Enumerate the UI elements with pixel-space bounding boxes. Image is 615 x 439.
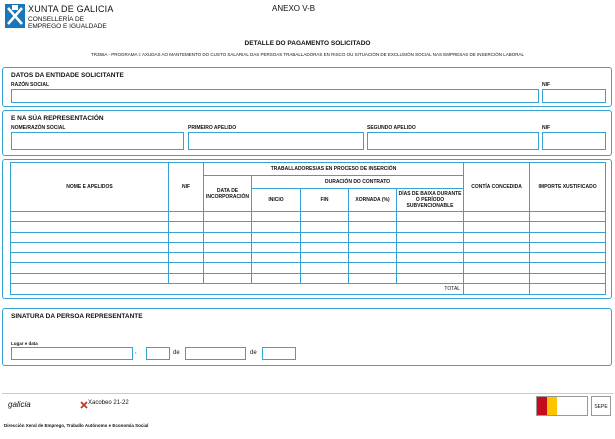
col-start-header: INICIO (252, 189, 301, 212)
table-cell[interactable] (169, 212, 204, 222)
total-label: TOTAL (11, 284, 464, 295)
col-incorporation-header: DATA DE INCORPORACIÓN (204, 176, 252, 212)
table-cell[interactable] (204, 273, 252, 283)
table-cell[interactable] (301, 212, 349, 222)
rep-second-surname-field[interactable] (367, 132, 539, 150)
table-cell[interactable] (169, 273, 204, 283)
table-cell[interactable] (204, 253, 252, 263)
representation-section (2, 110, 612, 156)
table-cell[interactable] (252, 232, 301, 242)
procedure-description: TR356A - PROGRAMA I: AXUDAS AO MANTEMENTO DO CUSTO SALARIAL DAS PERSOAS TRABALLADORAS EN RISCO OU SITUACIÓN DE EXCLUSIÓN SOCIAL NAS EMPRESAS DE INSERCIÓN LABORAL (90, 52, 525, 57)
xunta-logo-icon (4, 3, 26, 29)
table-row (11, 273, 606, 283)
table-cell[interactable] (11, 232, 169, 242)
xacobeo-logo: Xacobeo 21-22 (88, 400, 129, 406)
table-cell[interactable] (397, 232, 464, 242)
group-header: TRABALLADORES/AS EN PROCESO DE INSERCIÓN (204, 163, 464, 176)
table-cell[interactable] (204, 232, 252, 242)
comma-separator: , (135, 349, 137, 355)
table-cell[interactable] (397, 253, 464, 263)
entity-section-title: DATOS DA ENTIDADE SOLICITANTE (11, 72, 124, 79)
rep-nif-label: NIF (542, 125, 551, 131)
table-cell[interactable] (11, 222, 169, 232)
table-cell[interactable] (252, 273, 301, 283)
brand-name: XUNTA DE GALICIA (28, 4, 114, 14)
table-cell[interactable] (301, 232, 349, 242)
table-row (11, 263, 606, 273)
table-cell[interactable] (349, 242, 397, 252)
table-cell[interactable] (397, 263, 464, 273)
xacobeo-logo-icon (80, 401, 88, 409)
table-cell[interactable] (349, 232, 397, 242)
table-cell[interactable] (252, 242, 301, 252)
signature-section (2, 308, 612, 366)
table-row (11, 212, 606, 222)
table-cell[interactable] (349, 253, 397, 263)
table-cell[interactable] (530, 222, 606, 232)
table-cell[interactable] (169, 253, 204, 263)
total-granted-cell[interactable] (464, 284, 530, 295)
directorate-text: Dirección Xeral de Emprego, Traballo Autónomo e Economía Social (4, 423, 149, 428)
table-cell[interactable] (464, 273, 530, 283)
table-cell[interactable] (397, 212, 464, 222)
table-row (11, 222, 606, 232)
table-cell[interactable] (11, 212, 169, 222)
table-cell[interactable] (301, 263, 349, 273)
galicia-logo: galicia (8, 400, 31, 409)
entity-nif-field[interactable] (542, 89, 606, 103)
place-field[interactable] (11, 347, 133, 360)
table-cell[interactable] (464, 242, 530, 252)
month-field[interactable] (185, 347, 246, 360)
table-cell[interactable] (397, 222, 464, 232)
table-row (11, 232, 606, 242)
table-cell[interactable] (252, 263, 301, 273)
business-name-label: RAZÓN SOCIAL (11, 82, 50, 88)
table-cell[interactable] (349, 273, 397, 283)
table-cell[interactable] (530, 253, 606, 263)
annex-label: ANEXO V-B (272, 4, 316, 13)
entity-nif-label: NIF (542, 82, 551, 88)
table-cell[interactable] (301, 242, 349, 252)
rep-second-surname-label: SEGUNDO APELIDO (367, 125, 416, 131)
col-end-header: FIN (301, 189, 349, 212)
table-cell[interactable] (464, 232, 530, 242)
col-justified-header: IMPORTE XUSTIFICADO (530, 163, 606, 212)
total-justified-cell[interactable] (530, 284, 606, 295)
footer-divider (2, 393, 613, 394)
table-cell[interactable] (11, 273, 169, 283)
business-name-field[interactable] (11, 89, 539, 103)
signature-section-title: SINATURA DA PERSOA REPRESENTANTE (11, 313, 143, 320)
rep-name-field[interactable] (11, 132, 184, 150)
table-cell[interactable] (204, 212, 252, 222)
table-cell[interactable] (204, 242, 252, 252)
department-line-1: CONSELLERÍA DE (28, 16, 84, 23)
table-cell[interactable] (349, 263, 397, 273)
table-cell[interactable] (464, 222, 530, 232)
table-cell[interactable] (252, 253, 301, 263)
page-title: DETALLE DO PAGAMENTO SOLICITADO (244, 40, 371, 47)
of-separator-1: de (173, 350, 180, 356)
table-cell[interactable] (530, 232, 606, 242)
entity-section (2, 67, 612, 107)
table-cell[interactable] (464, 212, 530, 222)
col-nif-header: NIF (169, 163, 204, 212)
of-separator-2: de (250, 350, 257, 356)
workers-table (10, 162, 606, 295)
table-cell[interactable] (530, 263, 606, 273)
col-workday-header: XORNADA (%) (349, 189, 397, 212)
rep-first-surname-label: PRIMEIRO APELIDO (188, 125, 237, 131)
table-cell[interactable] (169, 263, 204, 273)
table-cell[interactable] (301, 222, 349, 232)
col-name-header: NOME E APELIDOS (11, 163, 169, 212)
table-cell[interactable] (349, 222, 397, 232)
table-cell[interactable] (301, 253, 349, 263)
col-leave-header: DÍAS DE BAIXA DURANTE O PERÍODO SUBVENCIONABLE (397, 189, 464, 212)
table-cell[interactable] (204, 263, 252, 273)
table-row (11, 242, 606, 252)
rep-nif-field[interactable] (542, 132, 606, 150)
rep-name-label: NOME/RAZÓN SOCIAL (11, 125, 66, 131)
table-cell[interactable] (301, 273, 349, 283)
place-date-label: Lugar e data (11, 341, 38, 346)
duration-header: DURACIÓN DO CONTRATO (252, 176, 464, 189)
year-field[interactable] (262, 347, 296, 360)
col-granted-header: CONTÍA CONCEDIDA (464, 163, 530, 212)
table-cell[interactable] (169, 242, 204, 252)
table-cell[interactable] (464, 263, 530, 273)
table-cell[interactable] (252, 212, 301, 222)
sepe-logo: SEPE (591, 396, 611, 416)
table-cell[interactable] (204, 222, 252, 232)
table-cell[interactable] (397, 242, 464, 252)
table-cell[interactable] (530, 212, 606, 222)
day-field[interactable] (146, 347, 170, 360)
department-line-2: EMPREGO E IGUALDADE (28, 23, 107, 30)
table-row (11, 253, 606, 263)
table-cell[interactable] (11, 263, 169, 273)
table-cell[interactable] (169, 232, 204, 242)
table-cell[interactable] (169, 222, 204, 232)
table-cell[interactable] (11, 253, 169, 263)
table-cell[interactable] (252, 222, 301, 232)
rep-first-surname-field[interactable] (188, 132, 364, 150)
table-cell[interactable] (349, 212, 397, 222)
table-cell[interactable] (397, 273, 464, 283)
table-cell[interactable] (464, 253, 530, 263)
government-logo (536, 396, 588, 416)
table-cell[interactable] (11, 242, 169, 252)
representation-section-title: E NA SÚA REPRESENTACIÓN (11, 115, 104, 122)
table-cell[interactable] (530, 242, 606, 252)
table-cell[interactable] (530, 273, 606, 283)
